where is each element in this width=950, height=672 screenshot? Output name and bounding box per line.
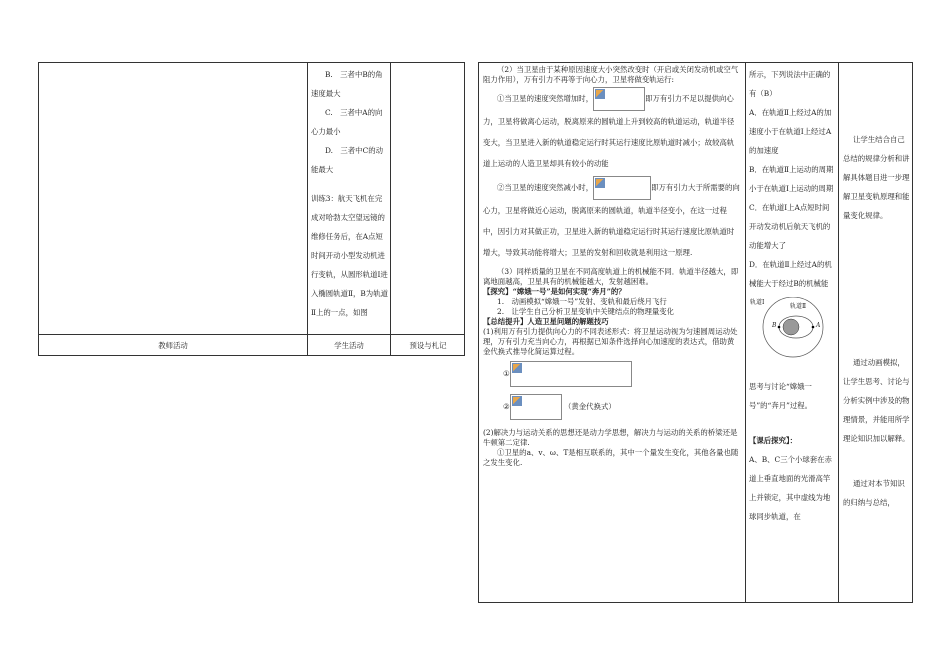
image-placeholder-icon [595,89,605,99]
option-c: C．在轨道Ⅰ上A点短时间开动发动机后航天飞机的动能增大了 [749,203,831,250]
formula-image-box [510,361,632,387]
explore-item-2: 2. 让学生自己分析卫星变轨中关键结点的物理量变化 [497,306,675,316]
after-class-text: A、B、C三个小球套在赤道上垂直地面的光滑高竿上并锁定，其中虚线为地球同步轨道，在 [749,455,832,521]
student-activity-cell [311,65,388,331]
row-divider [39,334,464,335]
summary-point-2: (2)解决力与运动关系的思想还是动力学思想，解决力与运动的关系的桥梁还是牛顿第二定律. [483,427,738,447]
explore-title: 【探究】“嫦娥一号”是如何实现“奔月”的？ [483,286,626,296]
orbit-diagram [749,297,835,371]
speed-decrease-para [483,176,741,263]
option-b: B. 三者中B的角速度最大 [311,70,383,98]
option-c: C. 三者中A的向心力最小 [311,108,383,136]
label-a: A [816,322,821,329]
column-divider [390,63,391,355]
column-divider [838,63,839,602]
variable-orbit-intro: （2）当卫星由于某种原因速度大小突然改变时（开启或关闭发动机或空气阻力作用），万有引力不再等于向心力，卫星将做变轨运行: [483,65,739,84]
formula-image-box [593,87,645,111]
earth-circle [783,319,799,335]
point-b [778,326,781,329]
formula-row-1 [483,361,741,387]
note-1: 让学生结合自己总结的规律分析和讲解具体题目进一步理解卫星变轨原理和能量变化规律。 [843,135,910,220]
footer-notes: 预设与札记 [409,341,447,350]
summary-point-3: ①卫星的a、v、ω、T是相互联系的，其中一个量发生变化，其他各量也随之发生变化. [483,447,739,467]
student-activity-cell [749,65,835,601]
speed-increase-body: 即万有引力不足以提供向心力，卫星将做离心运动，脱离原来的圆轨道上升到较高的轨道运动，轨道半径变大，当卫星进入新的轨道稳定运行时其运行速度比原轨道时减小；故较高轨道上运动的人造卫星却具有较小的动能 [483,93,735,168]
orbit-label-1: 轨道Ⅰ [750,299,765,306]
speed-decrease-body: 即万有引力大于所需要的向心力，卫星将做近心运动，脱离原来的圆轨道，轨道半径变小，在这一过程中，因引力对其做正功，卫星进入新的轨道稳定运行时其运行速度比原轨道时增大，导致其动能将增大；卫星的发射和回收就是利用这一原理. [483,182,740,257]
point-a [812,326,815,329]
column-divider [307,63,308,355]
formula-row-2 [483,394,741,420]
option-d: D．在轨道Ⅱ上经过A的机械能大于经过B的机械能 [749,260,832,288]
formula-1-label: ① [503,368,510,378]
notes-cell [843,65,911,601]
column-divider [745,63,746,602]
summary-title: 【总结提升】人造卫星问题的解题技巧 [483,316,609,326]
training-3-text: 训练3：航天飞机在完成对哈勃太空望远镜的维修任务后，在A点短时间开动小型发动机进行变轨，从圆形轨道Ⅰ进入椭圆轨道Ⅱ，B为轨道Ⅱ上的一点，如图 [311,194,388,317]
speed-decrease-lead: ②当卫星的速度突然减小时， [497,182,594,192]
formula-image-box [593,176,651,200]
speed-increase-para [483,87,741,174]
golden-substitution-note: （黄金代换式） [564,401,616,411]
orbit-label-2: 轨道Ⅱ [790,303,807,310]
summary-point-1: (1)利用万有引力提供向心力的不同表述形式：将卫星运动视为匀速圆周运动处理，万有引力充当向心力，再根据已知条件选择向心加速度的表达式，借助黄金代换式推导化简运算过程。 [483,326,738,356]
image-placeholder-icon [512,396,522,406]
right-page-table [478,62,913,603]
footer-student-activity: 学生活动 [334,341,364,350]
footer-teacher-activity: 教师活动 [158,341,188,350]
formula-2-label: ② [503,401,510,411]
image-placeholder-icon [512,363,522,373]
note-2: 通过动画模拟，让学生思考、讨论与分析实例中涉及的物理情景，并能用所学理论知识加以解释。 [843,358,910,443]
option-b: B．在轨道Ⅱ上运动的周期小于在轨道Ⅰ上运动的周期 [749,165,834,193]
teacher-activity-cell [483,65,741,601]
image-placeholder-icon [595,178,605,188]
mechanical-energy-para: （3）同样质量的卫星在不同高度轨道上的机械能不同．轨道半径越大，即离地面越高，卫星具有的机械能越大，发射越困难。 [483,266,739,286]
option-d: D. 三者中C的动能最大 [311,146,384,174]
explore-item-1: 1. 动画模拟“嫦娥一号”发射、变轨和最后绕月飞行 [497,296,667,306]
after-class-title: 【课后探究】： [749,436,798,445]
speed-increase-lead: ①当卫星的速度突然增加时， [497,93,594,103]
left-page-table [38,62,465,356]
formula-image-box [510,394,562,420]
think-discuss: 思考与讨论“嫦娥一号”的“奔月”过程。 [749,382,813,410]
question-text: 所示，下列说法中正确的有（B） [749,70,831,98]
label-b: B [772,322,777,329]
note-3: 通过对本节知识的归纳与总结， [843,479,905,507]
option-a: A．在轨道Ⅱ上经过A的加速度小于在轨道Ⅰ上经过A的加速度 [749,108,832,155]
